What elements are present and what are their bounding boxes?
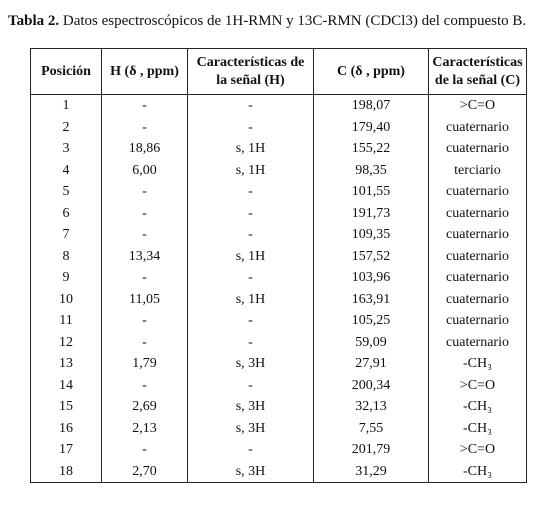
cell-c-signal: cuaternario bbox=[429, 289, 527, 311]
cell-h-shift: 11,05 bbox=[102, 289, 188, 311]
table-row bbox=[31, 332, 527, 354]
header-line: C (δ , ppm) bbox=[337, 63, 405, 79]
cell-position: 17 bbox=[31, 439, 102, 461]
cell-c-shift: 201,79 bbox=[314, 439, 429, 461]
cell-c-shift: 179,40 bbox=[314, 117, 429, 139]
table-row bbox=[31, 289, 527, 311]
cell-h-signal: s, 3H bbox=[188, 461, 314, 483]
table-body bbox=[31, 95, 527, 483]
cell-c-shift: 191,73 bbox=[314, 203, 429, 225]
cell-h-shift: - bbox=[102, 181, 188, 203]
cell-h-signal: - bbox=[188, 375, 314, 397]
cell-c-signal: cuaternario bbox=[429, 246, 527, 268]
cell-c-signal: -CH₃ bbox=[429, 418, 527, 440]
cell-c-signal: -CH₃ bbox=[429, 353, 527, 375]
header-c-signal bbox=[429, 49, 527, 95]
cell-h-shift: 6,00 bbox=[102, 160, 188, 182]
header-posicion bbox=[31, 49, 102, 95]
cell-c-shift: 200,34 bbox=[314, 375, 429, 397]
cell-position: 6 bbox=[31, 203, 102, 225]
cell-c-signal: cuaternario bbox=[429, 224, 527, 246]
cell-c-shift: 105,25 bbox=[314, 310, 429, 332]
header-h-shift bbox=[102, 49, 188, 95]
table-row bbox=[31, 418, 527, 440]
header-line: de la señal (C) bbox=[434, 72, 521, 88]
cell-h-signal: s, 1H bbox=[188, 289, 314, 311]
cell-c-signal: >C=O bbox=[429, 375, 527, 397]
cell-h-shift: - bbox=[102, 267, 188, 289]
header-line: la señal (H) bbox=[216, 72, 285, 88]
cell-h-shift: - bbox=[102, 332, 188, 354]
cell-c-shift: 163,91 bbox=[314, 289, 429, 311]
cell-position: 4 bbox=[31, 160, 102, 182]
cell-position: 3 bbox=[31, 138, 102, 160]
table-row bbox=[31, 353, 527, 375]
cell-h-shift: - bbox=[102, 117, 188, 139]
cell-c-signal: -CH₃ bbox=[429, 461, 527, 483]
cell-c-shift: 101,55 bbox=[314, 181, 429, 203]
cell-position: 2 bbox=[31, 117, 102, 139]
cell-position: 18 bbox=[31, 461, 102, 483]
cell-h-shift: - bbox=[102, 203, 188, 225]
table-row bbox=[31, 246, 527, 268]
cell-h-signal: - bbox=[188, 267, 314, 289]
cell-c-shift: 155,22 bbox=[314, 138, 429, 160]
cell-position: 14 bbox=[31, 375, 102, 397]
table-row bbox=[31, 267, 527, 289]
table-row bbox=[31, 160, 527, 182]
cell-position: 9 bbox=[31, 267, 102, 289]
cell-c-shift: 98,35 bbox=[314, 160, 429, 182]
cell-c-signal: cuaternario bbox=[429, 310, 527, 332]
cell-h-signal: - bbox=[188, 95, 314, 117]
cell-h-shift: - bbox=[102, 95, 188, 117]
cell-c-signal: >C=O bbox=[429, 95, 527, 117]
cell-position: 12 bbox=[31, 332, 102, 354]
cell-c-shift: 31,29 bbox=[314, 461, 429, 483]
cell-c-shift: 7,55 bbox=[314, 418, 429, 440]
table-row bbox=[31, 439, 527, 461]
cell-h-shift: 13,34 bbox=[102, 246, 188, 268]
table-row bbox=[31, 310, 527, 332]
cell-h-shift: 2,70 bbox=[102, 461, 188, 483]
cell-position: 16 bbox=[31, 418, 102, 440]
cell-h-signal: - bbox=[188, 181, 314, 203]
cell-h-shift: - bbox=[102, 439, 188, 461]
cell-h-signal: s, 1H bbox=[188, 246, 314, 268]
cell-h-shift: - bbox=[102, 375, 188, 397]
table-row bbox=[31, 203, 527, 225]
cell-c-signal: >C=O bbox=[429, 439, 527, 461]
cell-position: 11 bbox=[31, 310, 102, 332]
header-c-shift bbox=[314, 49, 429, 95]
table-caption bbox=[8, 12, 540, 30]
cell-c-signal: terciario bbox=[429, 160, 527, 182]
cell-position: 7 bbox=[31, 224, 102, 246]
cell-h-signal: s, 1H bbox=[188, 138, 314, 160]
table-row bbox=[31, 95, 527, 117]
cell-h-signal: - bbox=[188, 332, 314, 354]
cell-position: 15 bbox=[31, 396, 102, 418]
cell-position: 8 bbox=[31, 246, 102, 268]
cell-h-signal: - bbox=[188, 117, 314, 139]
table-row bbox=[31, 117, 527, 139]
cell-c-signal: cuaternario bbox=[429, 203, 527, 225]
cell-h-signal: s, 3H bbox=[188, 418, 314, 440]
cell-c-signal: cuaternario bbox=[429, 267, 527, 289]
caption-text: Datos espectroscópicos de 1H-RMN y 13C-RMN (CDCl3) del compuesto B. bbox=[59, 13, 527, 29]
cell-h-shift: - bbox=[102, 224, 188, 246]
cell-c-shift: 32,13 bbox=[314, 396, 429, 418]
cell-h-shift: - bbox=[102, 310, 188, 332]
cell-h-signal: s, 3H bbox=[188, 396, 314, 418]
header-line: Características bbox=[432, 54, 523, 70]
nmr-data-table bbox=[30, 48, 527, 483]
cell-c-shift: 27,91 bbox=[314, 353, 429, 375]
cell-position: 13 bbox=[31, 353, 102, 375]
table-row bbox=[31, 138, 527, 160]
cell-c-shift: 103,96 bbox=[314, 267, 429, 289]
table-row bbox=[31, 224, 527, 246]
cell-position: 10 bbox=[31, 289, 102, 311]
cell-c-shift: 157,52 bbox=[314, 246, 429, 268]
cell-c-shift: 109,35 bbox=[314, 224, 429, 246]
cell-h-shift: 2,13 bbox=[102, 418, 188, 440]
table-row bbox=[31, 461, 527, 483]
cell-c-shift: 198,07 bbox=[314, 95, 429, 117]
cell-h-signal: - bbox=[188, 203, 314, 225]
caption-label: Tabla 2. bbox=[8, 13, 60, 29]
cell-c-signal: -CH₃ bbox=[429, 396, 527, 418]
header-line: Posición bbox=[41, 63, 91, 79]
header-line: Características de bbox=[196, 54, 305, 70]
header-h-signal bbox=[188, 49, 314, 95]
cell-position: 5 bbox=[31, 181, 102, 203]
cell-h-signal: s, 3H bbox=[188, 353, 314, 375]
cell-c-signal: cuaternario bbox=[429, 332, 527, 354]
table-header-row bbox=[31, 49, 527, 95]
cell-h-signal: - bbox=[188, 310, 314, 332]
header-line: H (δ , ppm) bbox=[110, 63, 179, 79]
cell-h-signal: - bbox=[188, 439, 314, 461]
cell-c-shift: 59,09 bbox=[314, 332, 429, 354]
cell-h-shift: 2,69 bbox=[102, 396, 188, 418]
table-row bbox=[31, 396, 527, 418]
cell-h-shift: 1,79 bbox=[102, 353, 188, 375]
table-row bbox=[31, 181, 527, 203]
cell-c-signal: cuaternario bbox=[429, 181, 527, 203]
table-row bbox=[31, 375, 527, 397]
cell-h-signal: s, 1H bbox=[188, 160, 314, 182]
cell-position: 1 bbox=[31, 95, 102, 117]
cell-h-signal: - bbox=[188, 224, 314, 246]
cell-c-signal: cuaternario bbox=[429, 138, 527, 160]
cell-h-shift: 18,86 bbox=[102, 138, 188, 160]
cell-c-signal: cuaternario bbox=[429, 117, 527, 139]
